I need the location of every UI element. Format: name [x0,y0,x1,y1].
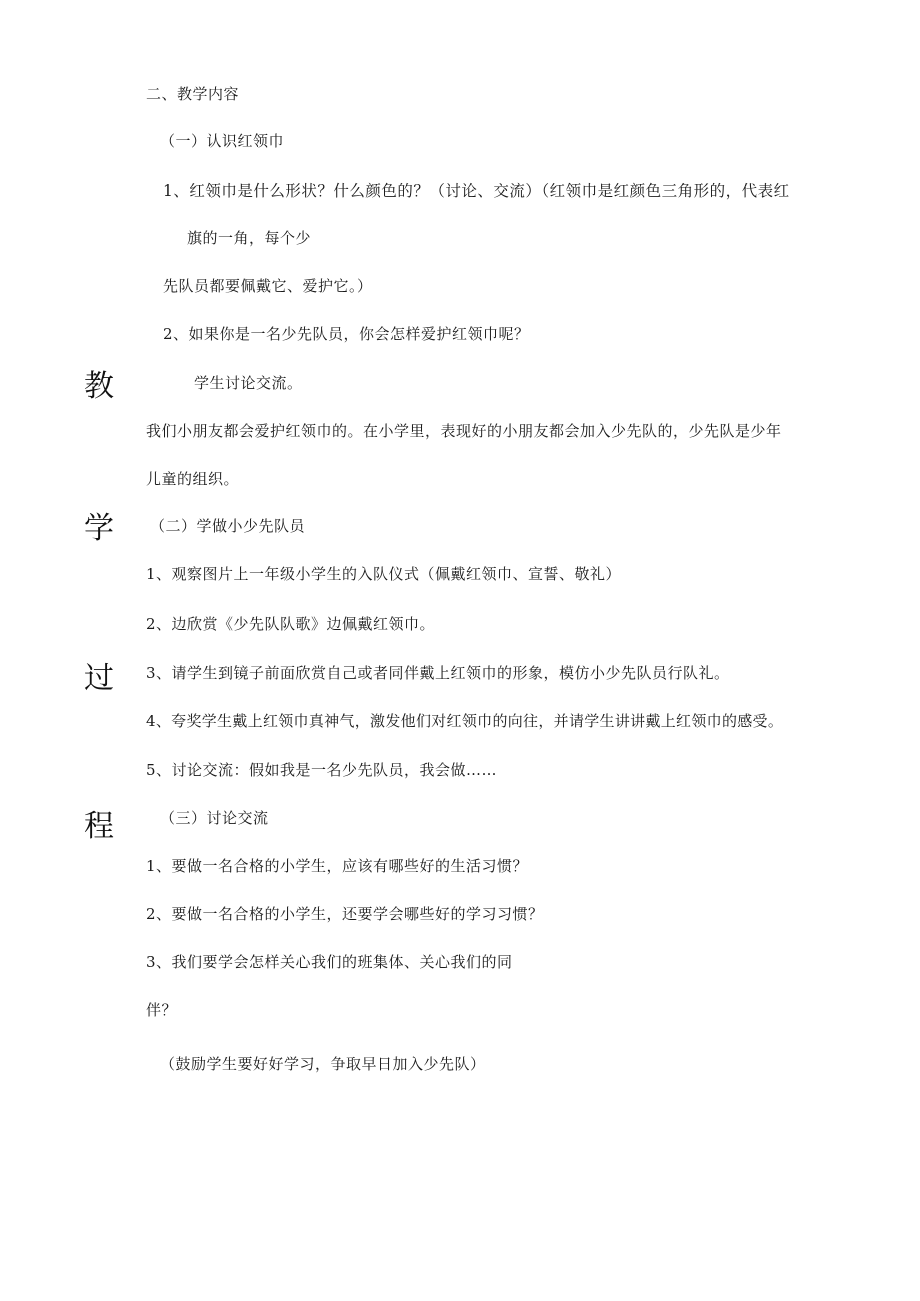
part2-item-5: 5、讨论交流：假如我是一名少先队员，我会做…… [146,761,498,779]
part3-item-3-line1: 3、我们要学会怎样关心我们的班集体、关心我们的同 [146,953,513,971]
part1-summary-line1: 我们小朋友都会爱护红领巾的。在小学里，表现好的小朋友都会加入少先队的，少先队是少年 [146,422,782,440]
part2-item-1: 1、观察图片上一年级小学生的入队仪式（佩戴红领巾、宣誓、敬礼） [146,565,622,583]
part2-item-3: 3、请学生到镜子前面欣赏自己或者同伴戴上红领巾的形象，模仿小少先队员行队礼。 [146,664,730,682]
part2-item-2: 2、边欣赏《少先队队歌》边佩戴红领巾。 [146,615,436,633]
part1-discuss: 学生讨论交流。 [194,374,303,392]
part2-title: （二）学做小少先队员 [150,517,306,535]
section-heading: 二、教学内容 [146,85,240,103]
side-label-char-2: 学 [84,511,114,546]
part1-question1-line2: 旗的一角，每个少 [187,229,312,247]
part1-question1-line1: 1、红领巾是什么形状？什么颜色的？（讨论、交流）（红领巾是红颜色三角形的，代表红 [163,182,790,200]
part3-item-2: 2、要做一名合格的小学生，还要学会哪些好的学习习惯？ [146,905,544,923]
side-label-char-4: 程 [84,809,114,844]
part3-item-3-line2: 伴？ [146,1001,178,1019]
part1-question2: 2、如果你是一名少先队员，你会怎样爱护红领巾呢？ [163,325,530,343]
side-label-char-3: 过 [84,661,114,696]
part3-item-1: 1、要做一名合格的小学生，应该有哪些好的生活习惯？ [146,857,529,875]
part1-title: （一）认识红领巾 [160,132,285,150]
part1-question1-line3: 先队员都要佩戴它、爱护它。） [163,277,373,295]
part3-closing: （鼓励学生要好好学习，争取早日加入少先队） [160,1055,486,1073]
side-label-char-1: 教 [84,369,114,404]
part2-item-4: 4、夸奖学生戴上红领巾真神气，激发他们对红领巾的向往，并请学生讲讲戴上红领巾的感受。 [146,712,784,730]
part3-title: （三）讨论交流 [160,809,269,827]
part1-summary-line2: 儿童的组织。 [146,470,240,488]
